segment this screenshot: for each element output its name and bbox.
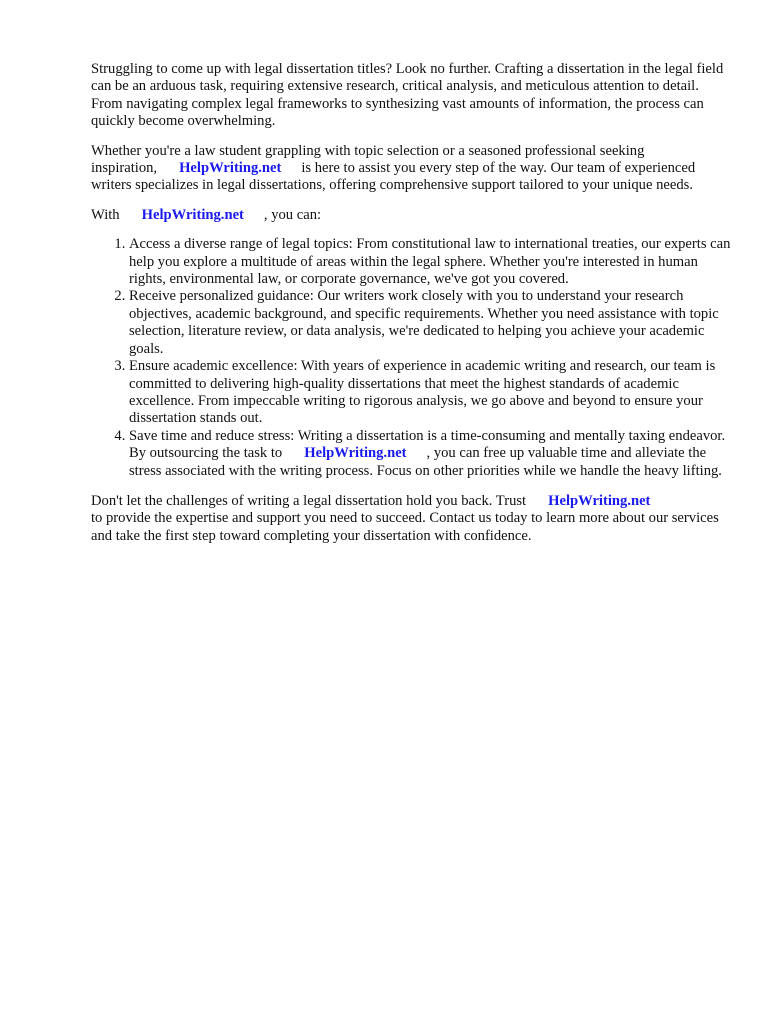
helpwriting-link[interactable]: HelpWriting.net <box>304 445 407 462</box>
benefits-list <box>91 236 731 480</box>
with-text-before: With <box>91 206 120 223</box>
helpwriting-link[interactable]: HelpWriting.net <box>179 160 282 177</box>
document-body <box>91 61 731 557</box>
helpwriting-link[interactable]: HelpWriting.net <box>141 206 244 223</box>
intro-paragraph: Struggling to come up with legal dissertation titles? Look no further. Crafting a dissertation in the legal field can be an arduous task, requiring extensive research, critical analysis, and meticulous attention to detail. From navigating complex legal frameworks to synthesizing vast amounts of information, the process can quickly become overwhelming. <box>91 61 724 130</box>
list-item <box>129 288 731 358</box>
list-item-text: Receive personalized guidance: Our writers work closely with you to understand your research objectives, academic background, and specific requirements. Whether you need assistance with topic selection, literature review, or data analysis, we're dedicated to helping you achieve your academic goals. <box>129 288 719 357</box>
with-line <box>91 207 731 224</box>
closing-text-before: Don't let the challenges of writing a legal dissertation hold you back. Trust <box>91 492 527 509</box>
list-item-text-after: , you can free up valuable time and alleviate the stress associated with the writing process. Focus on other priorities while we handle the heavy lifting. <box>129 445 722 479</box>
list-item <box>129 358 731 428</box>
helpwriting-link[interactable]: HelpWriting.net <box>548 492 651 509</box>
with-text-after: , you can: <box>263 206 322 223</box>
support-text-before: Whether you're a law student grappling with topic selection or a seasoned professional seeking inspiration, <box>91 142 645 177</box>
closing-text-after: to provide the expertise and support you need to succeed. Contact us today to learn more about our services and take the first step toward completing your dissertation with confidence. <box>91 510 719 544</box>
list-item <box>129 236 731 288</box>
support-paragraph <box>91 143 731 195</box>
list-item <box>129 428 731 480</box>
list-item-text: Access a diverse range of legal topics: From constitutional law to international treaties, our experts can help you explore a multitude of areas within the legal sphere. Whether you're interested in human rights, environmental law, or corporate governance, we've got you covered. <box>129 236 731 288</box>
list-item-text-before: Save time and reduce stress: Writing a dissertation is a time-consuming and mentally taxing endeavor. By outsourcing the task to <box>129 427 726 462</box>
support-text-after: is here to assist you every step of the way. Our team of experienced writers specializes in legal dissertations, offering comprehensive support tailored to your unique needs. <box>91 160 696 194</box>
list-item-text: Ensure academic excellence: With years of experience in academic writing and research, our team is committed to delivering high-quality dissertations that meet the highest standards of academic excellence. From impeccable writing to rigorous analysis, we go above and beyond to ensure your dissertation stands out. <box>129 358 716 427</box>
closing-paragraph <box>91 493 731 545</box>
